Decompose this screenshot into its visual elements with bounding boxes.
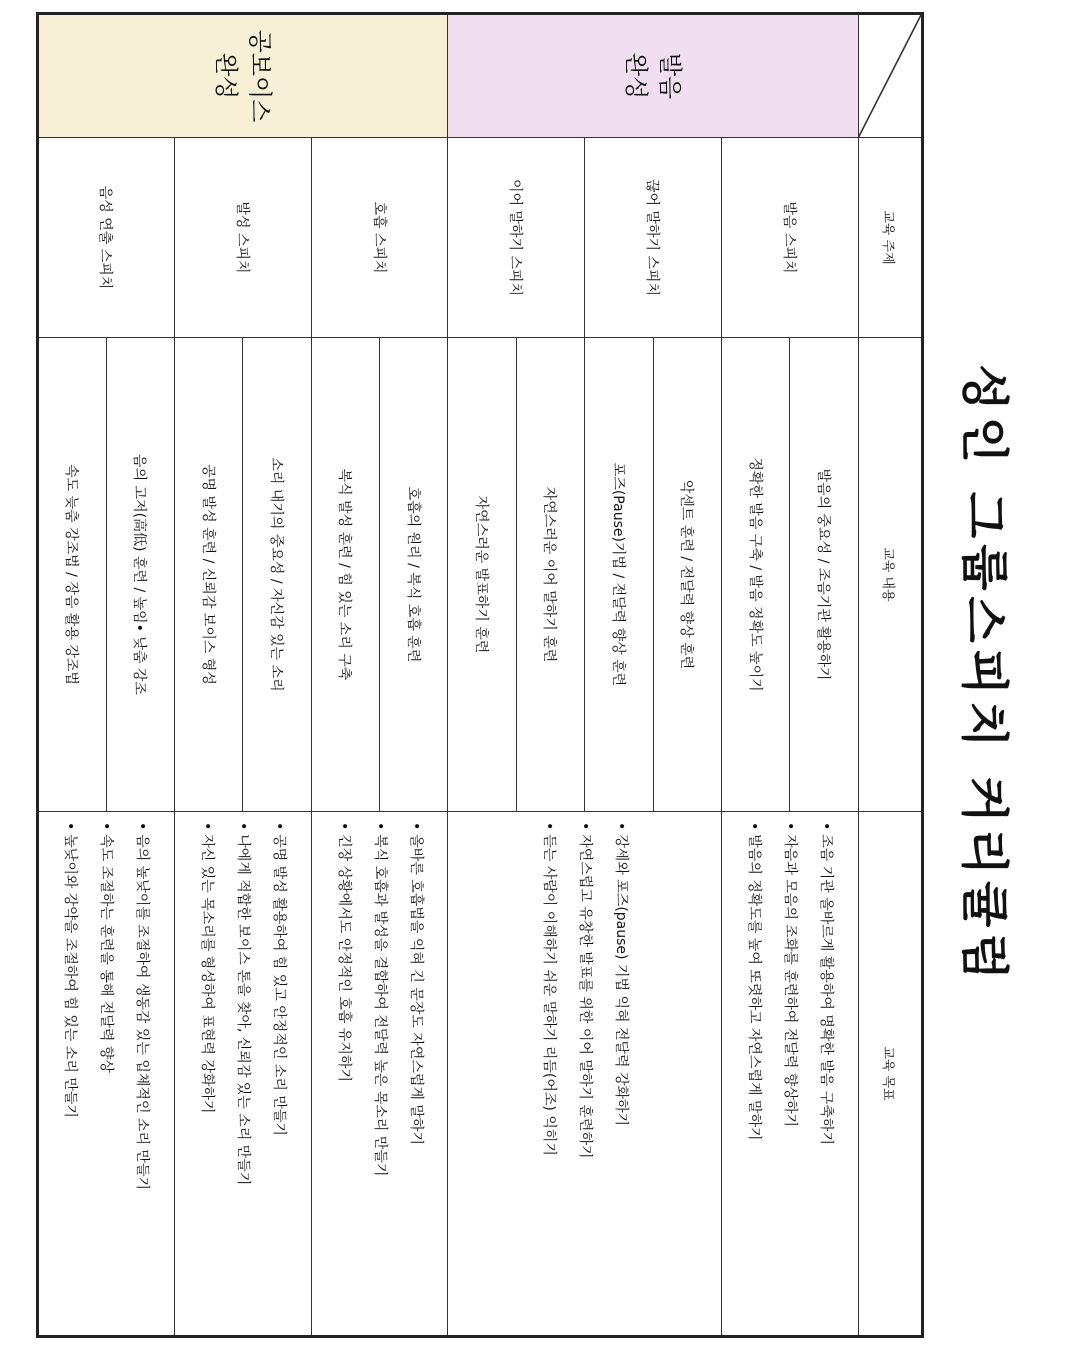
content-cell: 공명 발성 훈련 / 신뢰감 보이스 형성: [174, 338, 242, 812]
category-label: 완성: [622, 52, 651, 100]
topic-cell: 끊어 말하기 스피치: [585, 138, 722, 338]
goals-cell: [174, 812, 311, 1337]
goal-item: •올바른 호흡법을 익혀 긴 문장도 자연스럽게 말하기: [407, 822, 424, 1145]
content-cell: 호흡의 원리 / 복식 호흡 훈련: [380, 338, 448, 812]
content-cell: 음의 고저(高低) 훈련 / 높임• 낮춤 강조: [106, 338, 174, 812]
table-row: [243, 14, 311, 1337]
curriculum-table: [36, 12, 924, 1338]
goal-item: •속도 조절하는 훈련을 통해 전달력 향상: [98, 822, 115, 1073]
content-cell: 포즈(Pause)기법 / 전달력 향상 훈련: [585, 338, 653, 812]
header-goal: 교육 목표: [858, 812, 922, 1337]
goal-item: •듣는 사람이 이해하기 쉬운 말하기 리듬(어조) 익히기: [540, 822, 557, 1156]
content-cell: 소리 내기의 중요성 / 자신감 있는 소리: [243, 338, 311, 812]
header-content: 교육 내용: [858, 338, 922, 812]
goal-item: •강세와 포즈(pause) 기법 익혀 전달력 강화하기: [612, 822, 629, 1127]
goal-item: •자신 있는 목소리를 형성하여 표현력 강화하기: [198, 822, 215, 1114]
content-cell: 자연스러운 발표하기 훈련: [448, 338, 516, 812]
category-voice: [38, 14, 448, 138]
goal-item: •음의 높낮이를 조절하여 생동감 있는 입체적인 소리 만들기: [134, 822, 151, 1190]
goal-item: •공명 발성 활용하여 힘 있고 안정적인 소리 만들기: [270, 822, 287, 1136]
category-label: 공보이스: [246, 29, 275, 123]
content-cell: 악센트 훈련 / 전달력 향상 훈련: [653, 338, 721, 812]
category-label: 완성: [212, 52, 241, 100]
topic-cell: 발음 스피치: [721, 138, 858, 338]
content-cell: 자연스러운 이어 말하기 훈련: [516, 338, 584, 812]
table-row: [653, 14, 721, 1337]
header-topic: 교육 주제: [858, 138, 922, 338]
goals-cell: [448, 812, 722, 1337]
goal-item: •나에게 적합한 보이스 톤을 찾아, 신뢰감 있는 소리 만들기: [234, 822, 251, 1186]
goals-cell: [311, 812, 448, 1337]
topic-cell: 발성 스피치: [174, 138, 311, 338]
content-cell: 복식 발성 훈련 / 힘 있는 소리 구축: [311, 338, 379, 812]
goal-item: •높낮이와 강약을 조절하여 힘 있는 소리 만들기: [62, 822, 79, 1118]
content-cell: 속도 늦춤 강조법 / 장음 활용 강조법: [38, 338, 107, 812]
table-row: [106, 14, 174, 1337]
document-title: 성인 그룹스피치 커리큘럼: [956, 364, 1012, 986]
goal-item: •발음의 정확도를 높여 또렷하고 자연스럽게 말하기: [745, 822, 762, 1141]
topic-cell: 음성 연출 스피치: [38, 138, 175, 338]
table-row: [790, 14, 858, 1337]
category-label: 발음: [656, 52, 685, 100]
content-cell: 발음의 중요성 / 조음기관 활용하기: [790, 338, 858, 812]
header-corner: [858, 14, 922, 138]
goal-item: •자연스럽고 유창한 발표를 위한 이어 말하기 훈련하기: [576, 822, 593, 1159]
goal-item: •자음과 모음의 조화를 훈련하여 전달력 향상하기: [781, 822, 798, 1127]
goals-cell: [721, 812, 858, 1337]
goal-item: •복식 호흡과 발성을 결합하여 전달력 높은 목소리 만들기: [371, 822, 388, 1177]
goals-cell: [38, 812, 175, 1337]
goal-item: •긴장 상황에서도 안정적인 호흡 유지하기: [335, 822, 352, 1082]
header-row: [858, 14, 922, 1337]
topic-cell: 이어 말하기 스피치: [448, 138, 585, 338]
table-row: [380, 14, 448, 1337]
topic-cell: 호흡 스피치: [311, 138, 448, 338]
category-pronunciation: [448, 14, 858, 138]
goal-item: •조음 기관 올바르게 활용하여 명확한 발음 구축하기: [817, 822, 834, 1145]
content-cell: 정확한 발음 구축 / 발음 정확도 높이기: [721, 338, 789, 812]
